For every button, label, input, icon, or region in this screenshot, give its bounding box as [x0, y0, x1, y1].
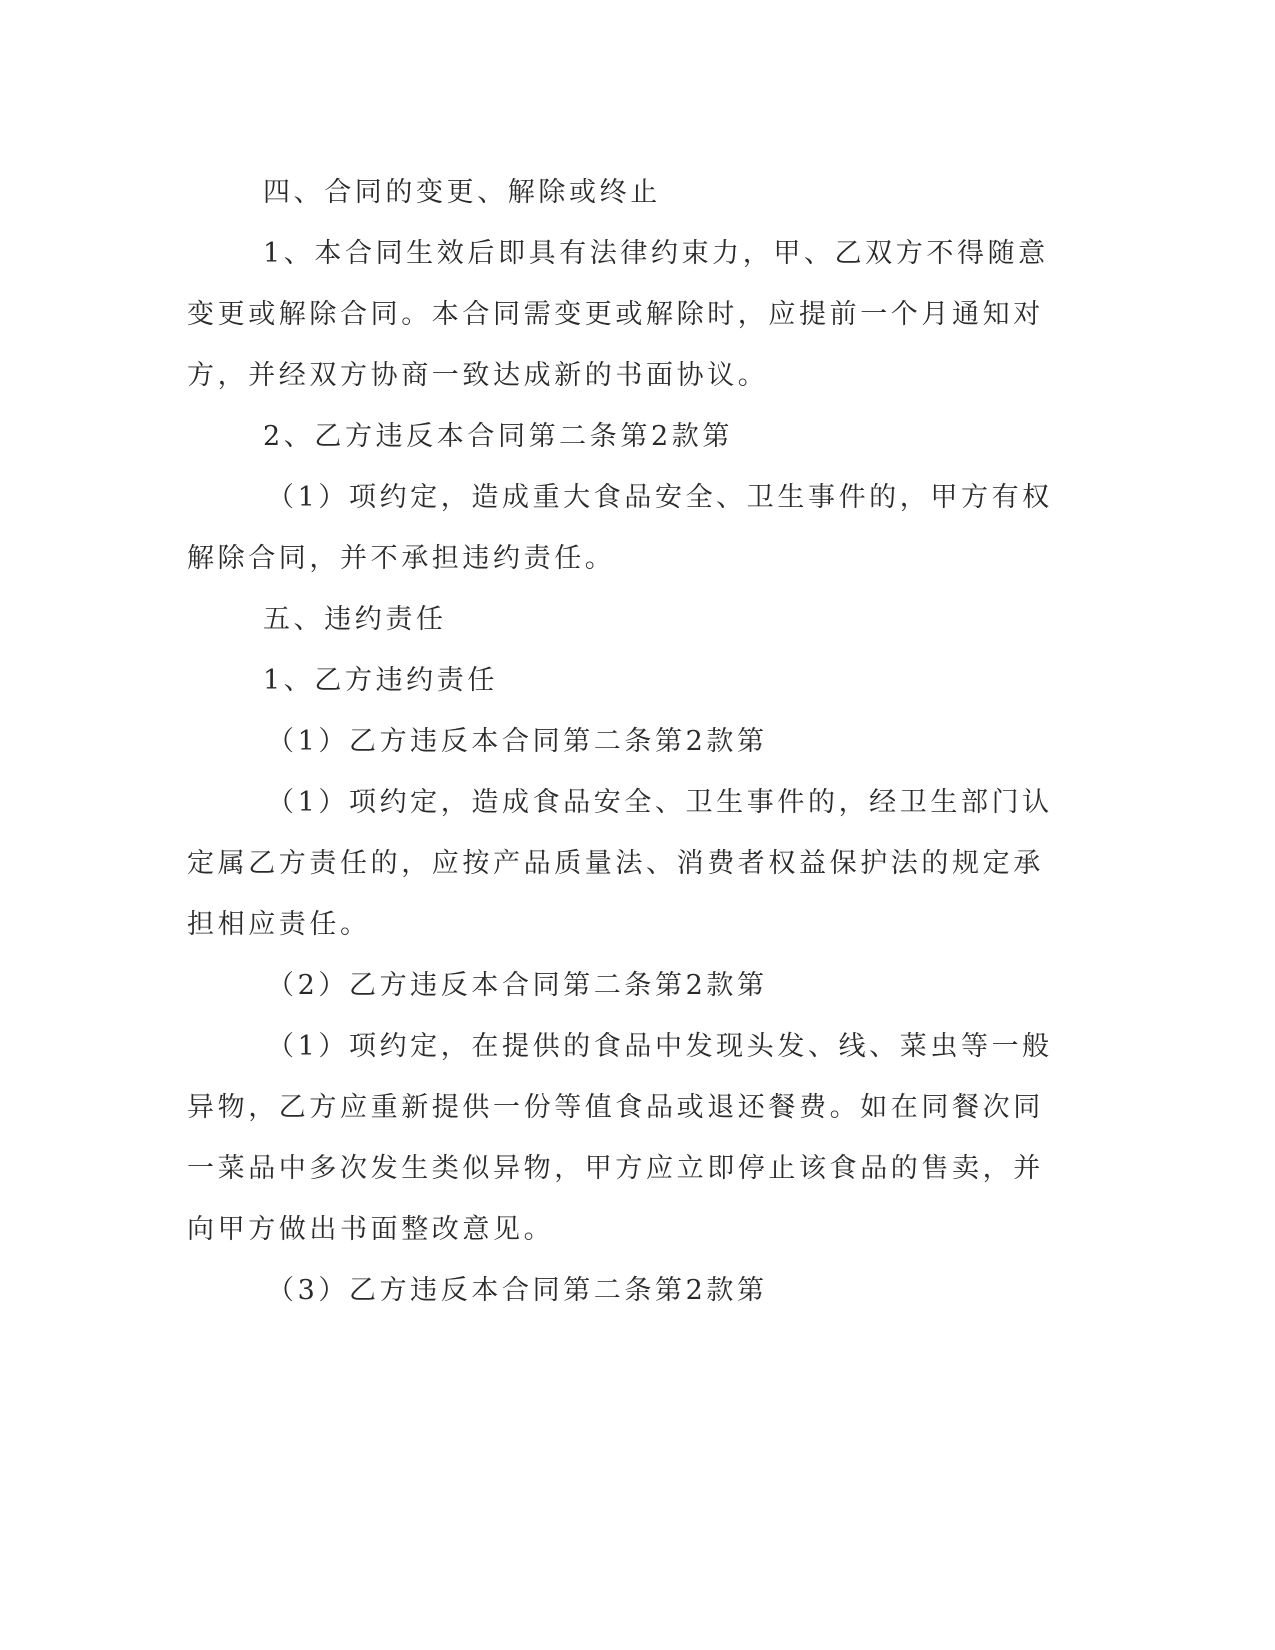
clause-4-2: 2、乙方违反本合同第二条第2款第: [263, 421, 733, 452]
section-heading-modification: 四、合同的变更、解除或终止: [263, 177, 661, 208]
clause-5-1-3: （3）乙方违反本合同第二条第2款第: [267, 1275, 768, 1306]
clause-5-1-2-item-1: （1）项约定，在提供的食品中发现头发、线、菜虫等一般异物，乙方应重新提供一份等值食品或退还餐费。如在同餐次同一菜品中多次发生类似异物，甲方应立即停止该食品的售卖，并向甲方做出书面整改意见。: [187, 1031, 1053, 1245]
clause-5-1-1: （1）乙方违反本合同第二条第2款第: [267, 726, 768, 757]
clause-5-1-2: （2）乙方违反本合同第二条第2款第: [267, 970, 768, 1001]
clause-5-1-1-item-1: （1）项约定，造成食品安全、卫生事件的，经卫生部门认定属乙方责任的，应按产品质量法、消费者权益保护法的规定承担相应责任。: [187, 787, 1053, 940]
section-heading-liability: 五、违约责任: [263, 604, 447, 635]
clause-4-2-item-1: （1）项约定，造成重大食品安全、卫生事件的，甲方有权解除合同，并不承担违约责任。: [187, 482, 1053, 574]
clause-4-1: 1、本合同生效后即具有法律约束力，甲、乙双方不得随意变更或解除合同。本合同需变更或解除时，应提前一个月通知对方，并经双方协商一致达成新的书面协议。: [187, 238, 1049, 391]
clause-5-1: 1、乙方违约责任: [263, 665, 498, 696]
document-body: [187, 162, 1067, 1321]
